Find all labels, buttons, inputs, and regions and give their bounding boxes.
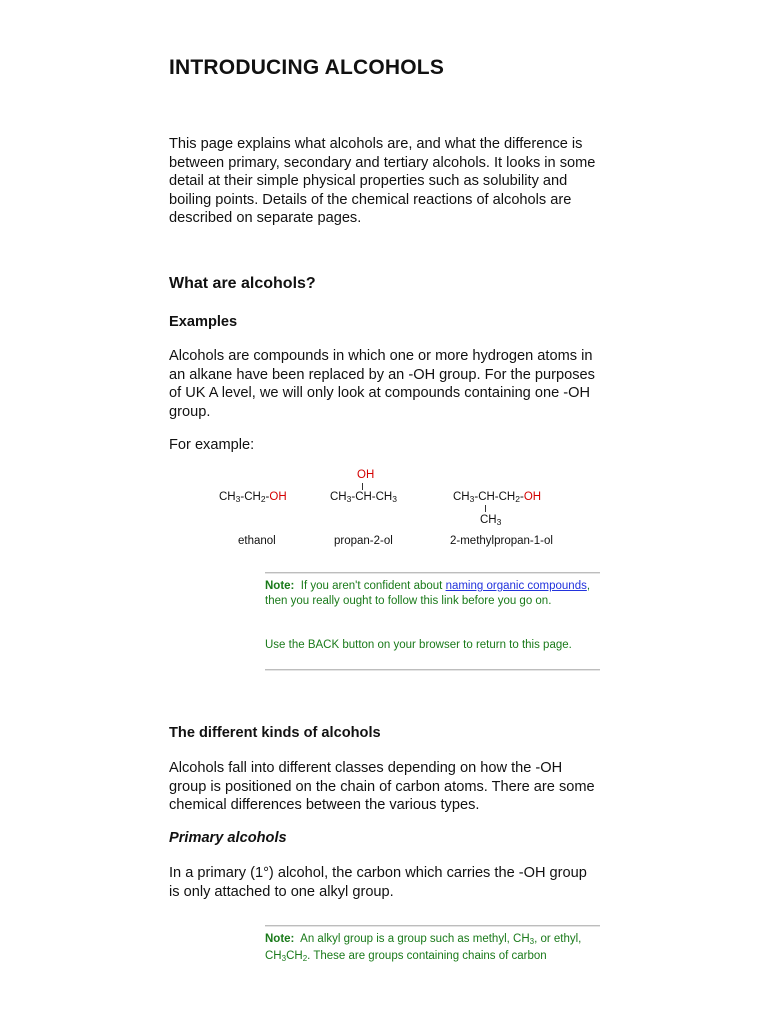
section-heading-kinds-of-alcohols: The different kinds of alcohols — [169, 725, 381, 741]
methylpropanol-bond — [485, 505, 486, 512]
methylpropanol-branch: $CH_3$ — [480, 514, 502, 527]
ethanol-name: ethanol — [238, 535, 276, 547]
propan-2-ol-bond — [362, 483, 363, 490]
primary-alcohol-paragraph: In a primary (1°) alcohol, the carbon which carries the -OH group is only attached to one alkyl group. — [169, 865, 587, 900]
note-divider-top — [265, 572, 600, 574]
back-button-note: Use the BACK button on your browser to return to this page. — [265, 639, 572, 651]
alcohols-definition-paragraph: Alcohols are compounds in which one or more hydrogen atoms in an alkane have been replaced by an -OH group. For the purposes of UK A level, we will only look at compounds containing one -OH group. — [169, 348, 595, 420]
note-alkyl-group: Note: An alkyl group is a group such as methyl, $CH_3$, or ethyl, $CH_3CH_2$. These are groups containing chains of carbon — [265, 933, 582, 963]
page-title: INTRODUCING ALCOHOLS — [169, 56, 445, 79]
ethanol-formula: $CH_3-CH_2-OH$ — [219, 491, 287, 504]
section-heading-what-are-alcohols: What are alcohols? — [169, 275, 316, 292]
note-naming: Note: If you aren't confident about naming organic compounds, then you really ought to follow this link before you go on. — [265, 580, 591, 607]
propan-2-ol-formula: $CH_3-CH-CH_3$ — [330, 491, 397, 504]
subheading-primary-alcohols: Primary alcohols — [169, 830, 287, 846]
propan-2-ol-hydroxyl: OH — [357, 469, 375, 481]
hydroxyl-group: OH — [269, 491, 287, 503]
hydroxyl-group: OH — [523, 491, 542, 503]
note2-divider-top — [265, 925, 600, 927]
note-divider-bottom — [265, 669, 600, 671]
subheading-examples: Examples — [169, 314, 238, 330]
naming-organic-compounds-link[interactable]: naming organic compounds — [445, 580, 587, 592]
methylpropanol-name: 2-methylpropan-1-ol — [450, 535, 553, 547]
kinds-paragraph: Alcohols fall into different classes depending on how the -OH group is positioned on the chain of carbon atoms. There are some chemical differences between the various types. — [169, 760, 595, 814]
intro-paragraph: This page explains what alcohols are, and what the difference is between primary, secondary and tertiary alcohols. It looks in some detail at their simple physical properties such as solubility and boiling points. Details of the chemical reactions of alcohols are described on separate pages. — [169, 136, 596, 227]
for-example-text: For example: — [169, 437, 255, 453]
propan-2-ol-name: propan-2-ol — [334, 535, 393, 547]
methylpropanol-formula: $CH_3-CH-CH_2-OH$ — [453, 491, 542, 504]
